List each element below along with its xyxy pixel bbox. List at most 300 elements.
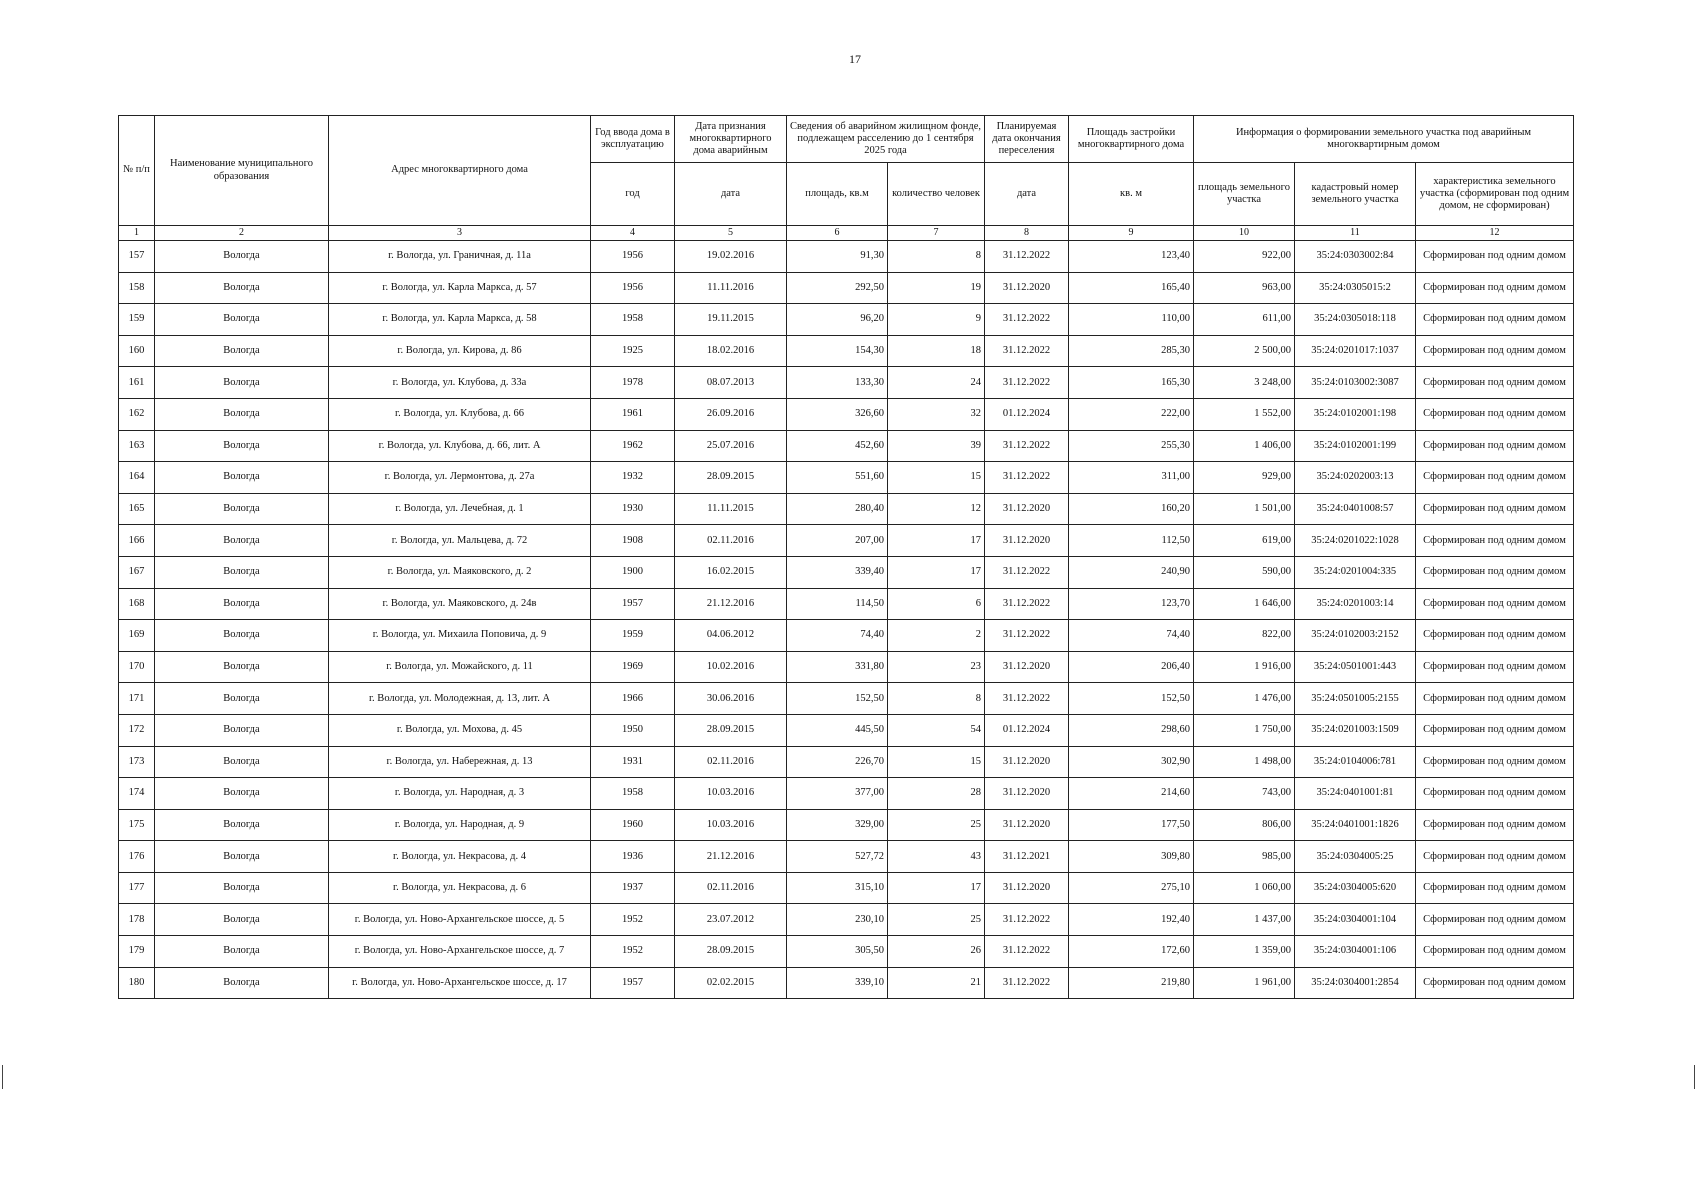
cell-address: г. Вологда, ул. Можайского, д. 11 xyxy=(329,651,591,683)
cell-residents-count: 9 xyxy=(888,304,985,336)
cell-planned-date: 31.12.2022 xyxy=(985,462,1069,494)
cell-land-characteristic: Сформирован под одним домом xyxy=(1416,778,1574,810)
cell-planned-date: 31.12.2020 xyxy=(985,746,1069,778)
cell-land-characteristic: Сформирован под одним домом xyxy=(1416,841,1574,873)
cell-land-characteristic: Сформирован под одним домом xyxy=(1416,241,1574,273)
cell-land-area: 1 646,00 xyxy=(1194,588,1295,620)
cell-land-area: 1 750,00 xyxy=(1194,714,1295,746)
cell-recognition-date: 02.11.2016 xyxy=(675,872,787,904)
cell-year-built: 1969 xyxy=(591,651,675,683)
cell-address: г. Вологда, ул. Молодежная, д. 13, лит. А xyxy=(329,683,591,715)
cell-row-number: 177 xyxy=(119,872,155,904)
emergency-housing-table xyxy=(118,115,1574,999)
cell-built-area: 255,30 xyxy=(1069,430,1194,462)
table-row xyxy=(119,367,1574,399)
cell-built-area: 152,50 xyxy=(1069,683,1194,715)
column-number: 4 xyxy=(591,226,675,241)
cell-residents-count: 15 xyxy=(888,462,985,494)
cell-residents-count: 12 xyxy=(888,493,985,525)
cell-land-characteristic: Сформирован под одним домом xyxy=(1416,651,1574,683)
table-row xyxy=(119,241,1574,273)
cell-address: г. Вологда, ул. Ново-Архангельское шоссе, д. 17 xyxy=(329,967,591,999)
cell-address: г. Вологда, ул. Клубова, д. 66 xyxy=(329,398,591,430)
cell-planned-date: 31.12.2020 xyxy=(985,651,1069,683)
cell-year-built: 1925 xyxy=(591,335,675,367)
cell-residents-count: 17 xyxy=(888,556,985,588)
cell-planned-date: 31.12.2022 xyxy=(985,430,1069,462)
header-address: Адрес многоквартирного дома xyxy=(329,116,591,226)
cell-residents-count: 28 xyxy=(888,778,985,810)
cell-built-area: 219,80 xyxy=(1069,967,1194,999)
cell-row-number: 168 xyxy=(119,588,155,620)
cell-cadastral-number: 35:24:0401001:81 xyxy=(1295,778,1416,810)
header-land-group: Информация о формировании земельного участка под аварийным многоквартирным домом xyxy=(1194,116,1574,163)
cell-year-built: 1978 xyxy=(591,367,675,399)
table-row xyxy=(119,493,1574,525)
cell-address: г. Вологда, ул. Михаила Поповича, д. 9 xyxy=(329,620,591,652)
cell-address: г. Вологда, ул. Некрасова, д. 6 xyxy=(329,872,591,904)
cell-residents-count: 26 xyxy=(888,936,985,968)
cell-municipality: Вологда xyxy=(155,872,329,904)
cell-land-area: 1 916,00 xyxy=(1194,651,1295,683)
table-row xyxy=(119,872,1574,904)
cell-cadastral-number: 35:24:0304005:620 xyxy=(1295,872,1416,904)
cell-residents-count: 43 xyxy=(888,841,985,873)
cell-address: г. Вологда, ул. Набережная, д. 13 xyxy=(329,746,591,778)
cell-recognition-date: 19.11.2015 xyxy=(675,304,787,336)
column-number: 12 xyxy=(1416,226,1574,241)
cell-address: г. Вологда, ул. Народная, д. 9 xyxy=(329,809,591,841)
cell-emergency-area: 305,50 xyxy=(787,936,888,968)
cell-address: г. Вологда, ул. Ново-Архангельское шоссе, д. 5 xyxy=(329,904,591,936)
cell-municipality: Вологда xyxy=(155,746,329,778)
cell-recognition-date: 25.07.2016 xyxy=(675,430,787,462)
cell-municipality: Вологда xyxy=(155,304,329,336)
cell-emergency-area: 551,60 xyxy=(787,462,888,494)
cell-row-number: 164 xyxy=(119,462,155,494)
cell-municipality: Вологда xyxy=(155,714,329,746)
cell-land-area: 611,00 xyxy=(1194,304,1295,336)
subheader-people: количество человек xyxy=(888,163,985,226)
cell-built-area: 298,60 xyxy=(1069,714,1194,746)
column-number: 11 xyxy=(1295,226,1416,241)
column-number: 1 xyxy=(119,226,155,241)
cell-address: г. Вологда, ул. Граничная, д. 11а xyxy=(329,241,591,273)
cell-planned-date: 31.12.2022 xyxy=(985,904,1069,936)
cell-year-built: 1956 xyxy=(591,241,675,273)
cell-year-built: 1960 xyxy=(591,809,675,841)
cell-built-area: 74,40 xyxy=(1069,620,1194,652)
cell-land-characteristic: Сформирован под одним домом xyxy=(1416,272,1574,304)
cell-land-area: 1 552,00 xyxy=(1194,398,1295,430)
cell-row-number: 179 xyxy=(119,936,155,968)
cell-year-built: 1952 xyxy=(591,904,675,936)
cell-recognition-date: 10.03.2016 xyxy=(675,809,787,841)
cell-land-area: 619,00 xyxy=(1194,525,1295,557)
cell-cadastral-number: 35:24:0201004:335 xyxy=(1295,556,1416,588)
cell-built-area: 240,90 xyxy=(1069,556,1194,588)
cell-emergency-area: 339,40 xyxy=(787,556,888,588)
cell-residents-count: 32 xyxy=(888,398,985,430)
cell-land-area: 822,00 xyxy=(1194,620,1295,652)
cell-year-built: 1957 xyxy=(591,967,675,999)
cell-row-number: 171 xyxy=(119,683,155,715)
cell-land-characteristic: Сформирован под одним домом xyxy=(1416,809,1574,841)
cell-land-characteristic: Сформирован под одним домом xyxy=(1416,588,1574,620)
cell-land-characteristic: Сформирован под одним домом xyxy=(1416,430,1574,462)
cell-residents-count: 24 xyxy=(888,367,985,399)
cell-cadastral-number: 35:24:0303002:84 xyxy=(1295,241,1416,273)
cell-municipality: Вологда xyxy=(155,272,329,304)
table-row xyxy=(119,462,1574,494)
cell-emergency-area: 329,00 xyxy=(787,809,888,841)
cell-built-area: 160,20 xyxy=(1069,493,1194,525)
cell-year-built: 1959 xyxy=(591,620,675,652)
cell-recognition-date: 02.11.2016 xyxy=(675,746,787,778)
cell-recognition-date: 26.09.2016 xyxy=(675,398,787,430)
cell-municipality: Вологда xyxy=(155,778,329,810)
cell-land-area: 1 501,00 xyxy=(1194,493,1295,525)
cell-recognition-date: 10.02.2016 xyxy=(675,651,787,683)
cell-built-area: 177,50 xyxy=(1069,809,1194,841)
cell-planned-date: 31.12.2022 xyxy=(985,241,1069,273)
page-number: 17 xyxy=(849,52,861,66)
cell-residents-count: 15 xyxy=(888,746,985,778)
cell-residents-count: 23 xyxy=(888,651,985,683)
cell-address: г. Вологда, ул. Карла Маркса, д. 57 xyxy=(329,272,591,304)
cell-row-number: 163 xyxy=(119,430,155,462)
cell-land-area: 985,00 xyxy=(1194,841,1295,873)
cell-planned-date: 31.12.2022 xyxy=(985,556,1069,588)
cell-land-characteristic: Сформирован под одним домом xyxy=(1416,304,1574,336)
cell-built-area: 311,00 xyxy=(1069,462,1194,494)
cell-land-area: 590,00 xyxy=(1194,556,1295,588)
cell-residents-count: 39 xyxy=(888,430,985,462)
cell-municipality: Вологда xyxy=(155,809,329,841)
table-row xyxy=(119,841,1574,873)
column-number: 8 xyxy=(985,226,1069,241)
cell-address: г. Вологда, ул. Мальцева, д. 72 xyxy=(329,525,591,557)
cell-recognition-date: 04.06.2012 xyxy=(675,620,787,652)
column-number: 10 xyxy=(1194,226,1295,241)
cell-year-built: 1957 xyxy=(591,588,675,620)
cell-residents-count: 19 xyxy=(888,272,985,304)
cell-year-built: 1958 xyxy=(591,304,675,336)
cell-recognition-date: 23.07.2012 xyxy=(675,904,787,936)
cell-emergency-area: 91,30 xyxy=(787,241,888,273)
cell-land-area: 1 359,00 xyxy=(1194,936,1295,968)
cell-land-characteristic: Сформирован под одним домом xyxy=(1416,714,1574,746)
cell-row-number: 159 xyxy=(119,304,155,336)
table-row xyxy=(119,272,1574,304)
cell-planned-date: 01.12.2024 xyxy=(985,398,1069,430)
cell-address: г. Вологда, ул. Клубова, д. 33а xyxy=(329,367,591,399)
cell-recognition-date: 10.03.2016 xyxy=(675,778,787,810)
cell-planned-date: 31.12.2022 xyxy=(985,367,1069,399)
cell-cadastral-number: 35:24:0201017:1037 xyxy=(1295,335,1416,367)
header-municipality: Наименование муниципального образования xyxy=(155,116,329,226)
column-number: 5 xyxy=(675,226,787,241)
cell-row-number: 170 xyxy=(119,651,155,683)
table-row xyxy=(119,936,1574,968)
cell-residents-count: 6 xyxy=(888,588,985,620)
cell-planned-date: 31.12.2022 xyxy=(985,967,1069,999)
cell-cadastral-number: 35:24:0401001:1826 xyxy=(1295,809,1416,841)
cell-cadastral-number: 35:24:0305015:2 xyxy=(1295,272,1416,304)
cell-residents-count: 17 xyxy=(888,872,985,904)
header-num: № п/п xyxy=(119,116,155,226)
header-built-area: Площадь застройки многоквартирного дома xyxy=(1069,116,1194,163)
cell-land-area: 1 476,00 xyxy=(1194,683,1295,715)
cell-municipality: Вологда xyxy=(155,588,329,620)
cell-cadastral-number: 35:24:0401008:57 xyxy=(1295,493,1416,525)
cell-emergency-area: 280,40 xyxy=(787,493,888,525)
cell-land-area: 806,00 xyxy=(1194,809,1295,841)
cell-municipality: Вологда xyxy=(155,367,329,399)
cell-row-number: 178 xyxy=(119,904,155,936)
cell-emergency-area: 226,70 xyxy=(787,746,888,778)
cell-built-area: 222,00 xyxy=(1069,398,1194,430)
subheader-year: год xyxy=(591,163,675,226)
cell-planned-date: 31.12.2022 xyxy=(985,588,1069,620)
cell-land-area: 1 060,00 xyxy=(1194,872,1295,904)
cell-residents-count: 25 xyxy=(888,904,985,936)
cell-planned-date: 31.12.2020 xyxy=(985,778,1069,810)
cell-recognition-date: 28.09.2015 xyxy=(675,714,787,746)
cell-municipality: Вологда xyxy=(155,841,329,873)
cell-residents-count: 8 xyxy=(888,241,985,273)
cell-emergency-area: 230,10 xyxy=(787,904,888,936)
cell-land-characteristic: Сформирован под одним домом xyxy=(1416,683,1574,715)
cell-recognition-date: 18.02.2016 xyxy=(675,335,787,367)
subheader-planned-date: дата xyxy=(985,163,1069,226)
cell-cadastral-number: 35:24:0304005:25 xyxy=(1295,841,1416,873)
cell-cadastral-number: 35:24:0305018:118 xyxy=(1295,304,1416,336)
cell-land-characteristic: Сформирован под одним домом xyxy=(1416,904,1574,936)
cell-municipality: Вологда xyxy=(155,936,329,968)
cell-municipality: Вологда xyxy=(155,683,329,715)
subheader-built-area: кв. м xyxy=(1069,163,1194,226)
cell-emergency-area: 96,20 xyxy=(787,304,888,336)
cell-built-area: 275,10 xyxy=(1069,872,1194,904)
cell-residents-count: 25 xyxy=(888,809,985,841)
cell-land-characteristic: Сформирован под одним домом xyxy=(1416,746,1574,778)
cell-built-area: 285,30 xyxy=(1069,335,1194,367)
cell-row-number: 158 xyxy=(119,272,155,304)
cell-emergency-area: 315,10 xyxy=(787,872,888,904)
cell-built-area: 165,30 xyxy=(1069,367,1194,399)
cell-cadastral-number: 35:24:0501005:2155 xyxy=(1295,683,1416,715)
cell-residents-count: 54 xyxy=(888,714,985,746)
cell-address: г. Вологда, ул. Некрасова, д. 4 xyxy=(329,841,591,873)
cell-cadastral-number: 35:24:0304001:104 xyxy=(1295,904,1416,936)
cell-recognition-date: 21.12.2016 xyxy=(675,841,787,873)
cell-cadastral-number: 35:24:0102001:199 xyxy=(1295,430,1416,462)
cell-address: г. Вологда, ул. Ново-Архангельское шоссе, д. 7 xyxy=(329,936,591,968)
cell-year-built: 1908 xyxy=(591,525,675,557)
cell-land-characteristic: Сформирован под одним домом xyxy=(1416,872,1574,904)
cell-built-area: 302,90 xyxy=(1069,746,1194,778)
cell-planned-date: 31.12.2022 xyxy=(985,620,1069,652)
column-number: 7 xyxy=(888,226,985,241)
cell-land-characteristic: Сформирован под одним домом xyxy=(1416,620,1574,652)
cell-planned-date: 31.12.2020 xyxy=(985,493,1069,525)
cell-address: г. Вологда, ул. Народная, д. 3 xyxy=(329,778,591,810)
scan-edge-mark xyxy=(2,1065,3,1089)
cell-built-area: 165,40 xyxy=(1069,272,1194,304)
cell-residents-count: 17 xyxy=(888,525,985,557)
cell-row-number: 169 xyxy=(119,620,155,652)
cell-cadastral-number: 35:24:0102003:2152 xyxy=(1295,620,1416,652)
cell-recognition-date: 02.02.2015 xyxy=(675,967,787,999)
cell-recognition-date: 28.09.2015 xyxy=(675,462,787,494)
cell-year-built: 1932 xyxy=(591,462,675,494)
cell-recognition-date: 28.09.2015 xyxy=(675,936,787,968)
cell-municipality: Вологда xyxy=(155,904,329,936)
cell-recognition-date: 21.12.2016 xyxy=(675,588,787,620)
table-row xyxy=(119,525,1574,557)
table-row xyxy=(119,620,1574,652)
table-row xyxy=(119,714,1574,746)
cell-municipality: Вологда xyxy=(155,462,329,494)
cell-address: г. Вологда, ул. Мохова, д. 45 xyxy=(329,714,591,746)
cell-cadastral-number: 35:24:0501001:443 xyxy=(1295,651,1416,683)
cell-year-built: 1966 xyxy=(591,683,675,715)
cell-emergency-area: 114,50 xyxy=(787,588,888,620)
cell-year-built: 1962 xyxy=(591,430,675,462)
cell-land-area: 3 248,00 xyxy=(1194,367,1295,399)
cell-municipality: Вологда xyxy=(155,335,329,367)
column-number: 2 xyxy=(155,226,329,241)
cell-recognition-date: 08.07.2013 xyxy=(675,367,787,399)
header-fund-group: Сведения об аварийном жилищном фонде, подлежащем расселению до 1 сентября 2025 года xyxy=(787,116,985,163)
cell-emergency-area: 452,60 xyxy=(787,430,888,462)
table-row xyxy=(119,398,1574,430)
cell-planned-date: 31.12.2020 xyxy=(985,272,1069,304)
cell-land-area: 1 437,00 xyxy=(1194,904,1295,936)
column-number: 3 xyxy=(329,226,591,241)
scan-edge-mark xyxy=(1694,1065,1695,1089)
cell-built-area: 172,60 xyxy=(1069,936,1194,968)
cell-land-area: 1 406,00 xyxy=(1194,430,1295,462)
cell-cadastral-number: 35:24:0103002:3087 xyxy=(1295,367,1416,399)
cell-cadastral-number: 35:24:0304001:2854 xyxy=(1295,967,1416,999)
cell-built-area: 112,50 xyxy=(1069,525,1194,557)
header-cadastral: кадастровый номер земельного участка xyxy=(1295,163,1416,226)
cell-address: г. Вологда, ул. Кирова, д. 86 xyxy=(329,335,591,367)
cell-land-area: 963,00 xyxy=(1194,272,1295,304)
header-recognition-date: Дата признания многоквартирного дома аварийным xyxy=(675,116,787,163)
cell-land-characteristic: Сформирован под одним домом xyxy=(1416,556,1574,588)
cell-row-number: 166 xyxy=(119,525,155,557)
subheader-area: площадь, кв.м xyxy=(787,163,888,226)
table-row xyxy=(119,967,1574,999)
cell-municipality: Вологда xyxy=(155,556,329,588)
cell-residents-count: 21 xyxy=(888,967,985,999)
cell-municipality: Вологда xyxy=(155,398,329,430)
column-number: 6 xyxy=(787,226,888,241)
cell-emergency-area: 74,40 xyxy=(787,620,888,652)
cell-land-characteristic: Сформирован под одним домом xyxy=(1416,525,1574,557)
cell-address: г. Вологда, ул. Маяковского, д. 2 xyxy=(329,556,591,588)
cell-municipality: Вологда xyxy=(155,620,329,652)
cell-municipality: Вологда xyxy=(155,967,329,999)
cell-recognition-date: 16.02.2015 xyxy=(675,556,787,588)
cell-row-number: 161 xyxy=(119,367,155,399)
cell-row-number: 165 xyxy=(119,493,155,525)
cell-built-area: 123,40 xyxy=(1069,241,1194,273)
cell-year-built: 1936 xyxy=(591,841,675,873)
cell-residents-count: 18 xyxy=(888,335,985,367)
cell-cadastral-number: 35:24:0201003:1509 xyxy=(1295,714,1416,746)
cell-recognition-date: 30.06.2016 xyxy=(675,683,787,715)
cell-emergency-area: 133,30 xyxy=(787,367,888,399)
table-row xyxy=(119,746,1574,778)
cell-year-built: 1958 xyxy=(591,778,675,810)
cell-built-area: 123,70 xyxy=(1069,588,1194,620)
table-row xyxy=(119,588,1574,620)
table-body xyxy=(119,241,1574,999)
cell-year-built: 1937 xyxy=(591,872,675,904)
cell-land-area: 1 961,00 xyxy=(1194,967,1295,999)
cell-planned-date: 31.12.2020 xyxy=(985,525,1069,557)
cell-emergency-area: 331,80 xyxy=(787,651,888,683)
cell-land-characteristic: Сформирован под одним домом xyxy=(1416,367,1574,399)
cell-row-number: 173 xyxy=(119,746,155,778)
cell-emergency-area: 377,00 xyxy=(787,778,888,810)
cell-municipality: Вологда xyxy=(155,651,329,683)
cell-land-area: 2 500,00 xyxy=(1194,335,1295,367)
table-row xyxy=(119,556,1574,588)
cell-year-built: 1900 xyxy=(591,556,675,588)
cell-planned-date: 31.12.2022 xyxy=(985,683,1069,715)
cell-land-characteristic: Сформирован под одним домом xyxy=(1416,462,1574,494)
cell-built-area: 214,60 xyxy=(1069,778,1194,810)
table-row xyxy=(119,778,1574,810)
cell-planned-date: 31.12.2022 xyxy=(985,304,1069,336)
cell-recognition-date: 11.11.2016 xyxy=(675,272,787,304)
cell-planned-date: 31.12.2022 xyxy=(985,335,1069,367)
cell-emergency-area: 207,00 xyxy=(787,525,888,557)
cell-land-area: 922,00 xyxy=(1194,241,1295,273)
cell-planned-date: 01.12.2024 xyxy=(985,714,1069,746)
cell-address: г. Вологда, ул. Карла Маркса, д. 58 xyxy=(329,304,591,336)
cell-land-area: 1 498,00 xyxy=(1194,746,1295,778)
cell-emergency-area: 292,50 xyxy=(787,272,888,304)
cell-planned-date: 31.12.2020 xyxy=(985,809,1069,841)
header-planned-date: Планируемая дата окончания переселения xyxy=(985,116,1069,163)
cell-row-number: 157 xyxy=(119,241,155,273)
cell-built-area: 192,40 xyxy=(1069,904,1194,936)
cell-row-number: 167 xyxy=(119,556,155,588)
cell-land-characteristic: Сформирован под одним домом xyxy=(1416,936,1574,968)
cell-built-area: 110,00 xyxy=(1069,304,1194,336)
header-land-area: площадь земельного участка xyxy=(1194,163,1295,226)
header-characteristic: характеристика земельного участка (сформирован под одним домом, не сформирован) xyxy=(1416,163,1574,226)
cell-municipality: Вологда xyxy=(155,493,329,525)
subheader-date: дата xyxy=(675,163,787,226)
cell-residents-count: 2 xyxy=(888,620,985,652)
table-row xyxy=(119,304,1574,336)
cell-recognition-date: 19.02.2016 xyxy=(675,241,787,273)
cell-land-characteristic: Сформирован под одним домом xyxy=(1416,967,1574,999)
cell-address: г. Вологда, ул. Лечебная, д. 1 xyxy=(329,493,591,525)
table-row xyxy=(119,683,1574,715)
table-row xyxy=(119,335,1574,367)
cell-year-built: 1930 xyxy=(591,493,675,525)
cell-row-number: 172 xyxy=(119,714,155,746)
cell-emergency-area: 326,60 xyxy=(787,398,888,430)
